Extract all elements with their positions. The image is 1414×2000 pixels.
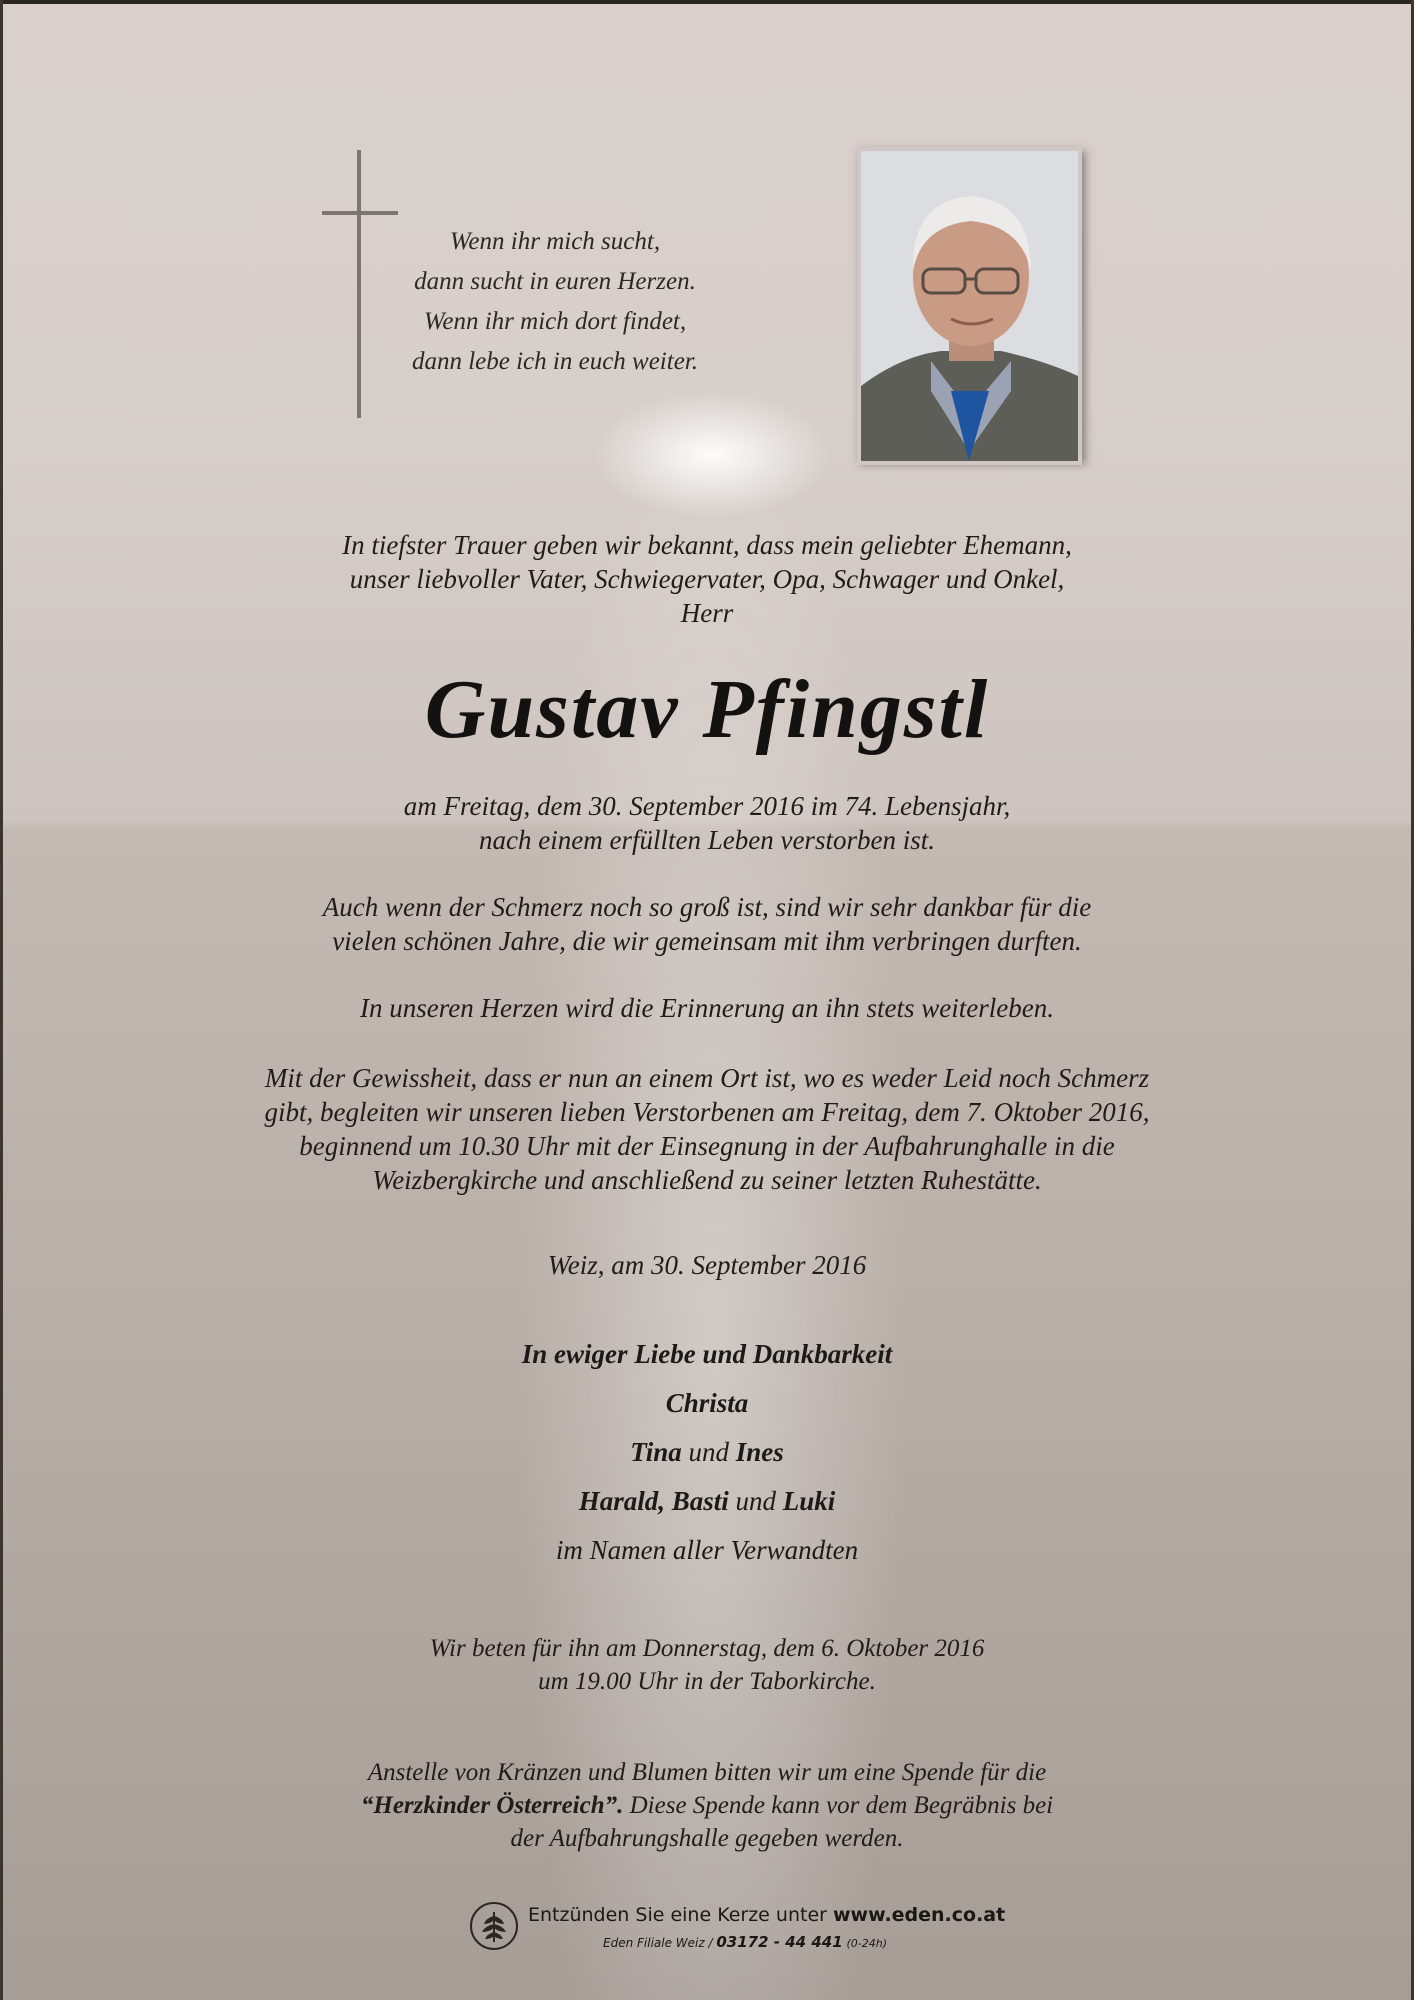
gratitude-line: vielen schönen Jahre, die wir gemeinsam mit ihm verbringen durften. [332, 926, 1082, 956]
announcement-line: Herr [680, 598, 734, 628]
announcement-line: In tiefster Trauer geben wir bekannt, dass mein geliebter Ehemann, [342, 530, 1072, 560]
place-date-line: Weiz, am 30. September 2016 [547, 1250, 867, 1280]
place-date [150, 1248, 1264, 1282]
donation-line: der Aufbahrungshalle gegeben werden. [510, 1825, 904, 1852]
eden-tree-logo-icon [470, 1902, 518, 1950]
footer-contact-line [603, 1933, 1023, 1951]
donation-charity-name: “Herzkinder Österreich”. [360, 1792, 624, 1819]
signer-child: Tina [630, 1437, 682, 1467]
donation-line: Anstelle von Kränzen und Blumen bitten wir um eine Spende für die [367, 1759, 1047, 1786]
announcement [150, 528, 1264, 630]
death-info [150, 789, 1264, 857]
donation-notice [150, 1756, 1264, 1855]
footer-branch: Eden Filiale Weiz [603, 1936, 705, 1950]
signers-closing: im Namen aller Verwandten [555, 1535, 859, 1565]
poem-line: dann lebe ich in euch weiter. [411, 348, 699, 375]
donation-line-rest: Diese Spende kann vor dem Begräbnis bei [629, 1792, 1054, 1819]
poem-line: dann sucht in euren Herzen. [414, 268, 696, 295]
footer-candle-line [528, 1904, 1008, 1926]
death-info-line: am Freitag, dem 30. September 2016 im 74. Lebensjahr, [403, 791, 1011, 821]
footer-separator: / [708, 1936, 713, 1950]
page-frame-left [0, 0, 3, 2000]
signer-joiner: und [735, 1486, 776, 1516]
cross-horizontal-bar [322, 211, 398, 215]
footer-candle-text: Entzünden Sie eine Kerze unter [528, 1904, 827, 1926]
footer-hours: (0-24h) [846, 1937, 887, 1950]
funeral-line: Mit der Gewissheit, dass er nun an einem Ort ist, wo es weder Leid noch Schmerz [264, 1063, 1150, 1093]
gratitude-text [150, 890, 1264, 958]
portrait-photo [857, 147, 1082, 465]
signers-heading: In ewiger Liebe und Dankbarkeit [521, 1339, 893, 1369]
signer-grandchildren [150, 1477, 1264, 1526]
page-frame-top [0, 0, 1414, 4]
footer-phone: 03172 - 44 441 [716, 1933, 843, 1951]
signers [150, 1330, 1264, 1575]
death-info-line: nach einem erfüllten Leben verstorben ist. [479, 825, 935, 855]
poem [380, 222, 730, 382]
signer-joiner: und [688, 1437, 729, 1467]
poem-line: Wenn ihr mich dort findet, [423, 308, 687, 335]
announcement-line: unser liebvoller Vater, Schwiegervater, Opa, Schwager und Onkel, [349, 564, 1065, 594]
funeral-line: beginnend um 10.30 Uhr mit der Einsegnung in der Aufbahrunghalle in die [299, 1131, 1115, 1161]
donation-line [150, 1789, 1264, 1822]
memory-line: In unseren Herzen wird die Erinnerung an ihn stets weiterleben. [360, 993, 1054, 1023]
signer-wife: Christa [665, 1388, 749, 1418]
signer-grandchild: Harald, Basti [578, 1486, 729, 1516]
signer-child: Ines [735, 1437, 784, 1467]
funeral-details [150, 1061, 1264, 1197]
signer-grandchild: Luki [782, 1486, 836, 1516]
memory-text [150, 991, 1264, 1025]
funeral-line: gibt, begleiten wir unseren lieben Verstorbenen am Freitag, dem 7. Oktober 2016, [264, 1097, 1150, 1127]
footer-url-link[interactable]: www.eden.co.at [833, 1904, 1006, 1926]
gratitude-line: Auch wenn der Schmerz noch so groß ist, sind wir sehr dankbar für die [322, 892, 1092, 922]
poem-line: Wenn ihr mich sucht, [449, 228, 661, 255]
cross-vertical-bar [357, 150, 361, 418]
deceased-name: Gustav Pfingstl [424, 663, 990, 756]
signer-children [150, 1428, 1264, 1477]
prayer-notice [150, 1632, 1264, 1698]
portrait-illustration [861, 151, 1078, 461]
prayer-line: Wir beten für ihn am Donnerstag, dem 6. Oktober 2016 [429, 1635, 985, 1662]
funeral-line: Weizbergkirche und anschließend zu seiner letzten Ruhestätte. [372, 1165, 1042, 1195]
prayer-line: um 19.00 Uhr in der Taborkirche. [538, 1668, 876, 1695]
